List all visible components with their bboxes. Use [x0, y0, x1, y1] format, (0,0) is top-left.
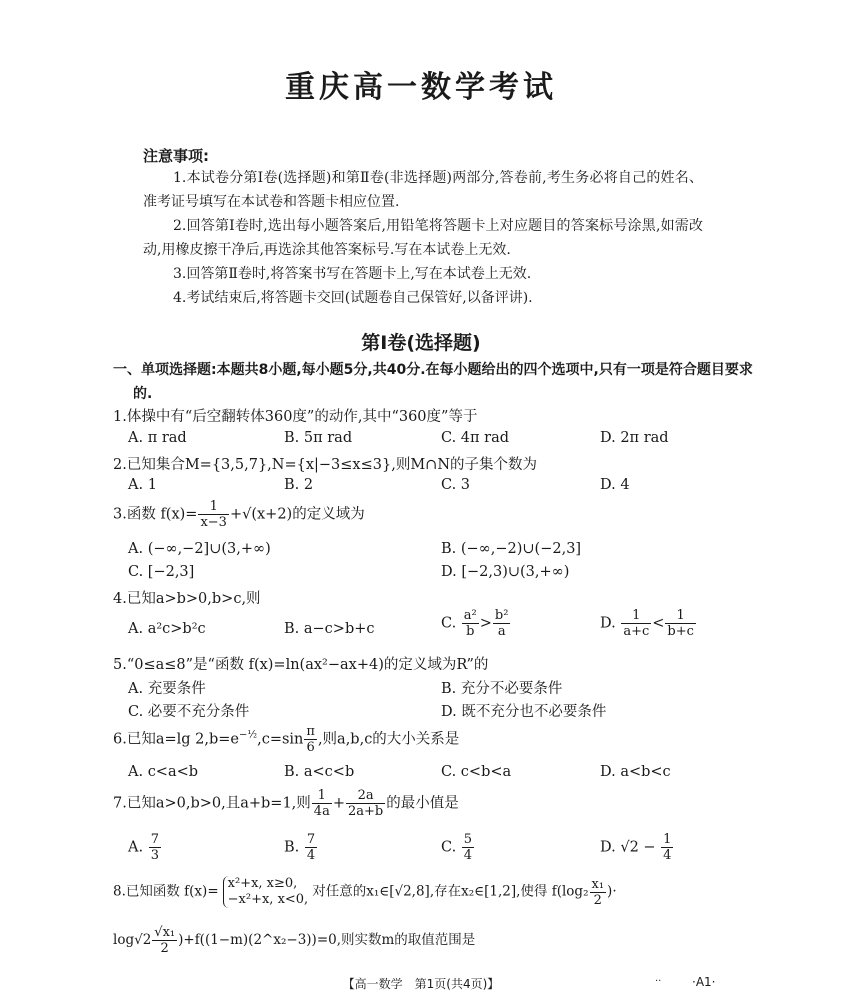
q8-stem-text: )· [607, 883, 617, 900]
fraction-numerator: a² [463, 608, 477, 623]
fraction-numerator: 1 [632, 608, 641, 623]
q6-stem-text: ,c=sin [257, 731, 304, 748]
q8-stem-text: log√2 [113, 932, 152, 948]
q4c-fraction-left [462, 608, 479, 639]
fraction-numerator: x₁ [591, 876, 605, 892]
question-8-line-2 [113, 925, 475, 956]
q4-option-d [600, 608, 697, 639]
question-6-stem [113, 724, 459, 755]
piecewise-case: x²+x, x≥0, [227, 876, 298, 891]
q2-option-b: B. 2 [284, 477, 314, 493]
q7-fraction-1 [312, 788, 332, 819]
q1-option-a: A. π rad [128, 430, 187, 446]
q2-option-d: D. 4 [600, 477, 630, 493]
option-label: C. [441, 615, 457, 632]
fraction-numerator: 2a [357, 788, 374, 803]
exam-title: 重庆高一数学考试 [285, 70, 557, 105]
q1-option-d: D. 2π rad [600, 430, 669, 446]
q7-stem-text: 7.已知a>0,b>0,且a+b=1,则 [113, 795, 311, 812]
note-item: 2.回答第Ⅰ卷时,选出每小题答案后,用铅笔将答题卡上对应题目的答案标号涂黑,如需改动,用橡皮擦干净后,再选涂其他答案标号.写在本试卷上无效. [143, 218, 703, 258]
q5-option-d: D. 既不充分也不必要条件 [441, 704, 607, 720]
q6-fraction [304, 724, 317, 755]
question-7-stem [113, 788, 459, 819]
fraction-numerator: 7 [150, 832, 159, 847]
q3-option-d: D. [−2,3)∪(3,+∞) [441, 564, 570, 580]
q4d-fraction-left [621, 608, 651, 639]
fraction-numerator: 1 [676, 608, 685, 623]
page-footer: 【高一数学 第1页(共4页)】 [342, 977, 500, 991]
question-2-stem: 2.已知集合M={3,5,7},N={x|−3≤x≤3},则M∩N的子集个数为 [113, 457, 538, 473]
notes-heading: 注意事项: [143, 147, 209, 165]
q8-fraction [590, 877, 607, 908]
q6-stem-text: 6.已知a=lg 2,b=e [113, 731, 240, 748]
q7-stem-text: 的最小值是 [386, 795, 459, 812]
operator: + [332, 795, 345, 812]
fraction-denominator: 2 [152, 940, 177, 956]
q8-stem-text: )+f((1−m)(2^x₂−3))=0,则实数m的取值范围是 [178, 932, 476, 948]
fraction-denominator: a+c [623, 624, 650, 639]
part-instructions: 一、单项选择题:本题共8小题,每小题5分,共40分.在每小题给出的四个选项中,只有一项是符合题目要求的. [113, 362, 753, 402]
q8-stem-text: 8.已知函数 f(x)= [113, 883, 219, 900]
fraction-denominator: 4 [306, 848, 316, 863]
operator: < [652, 615, 665, 632]
q3-fraction [198, 499, 229, 530]
option-label: B. [284, 839, 300, 856]
option-label: C. [441, 839, 457, 856]
note-item: 1.本试卷分第Ⅰ卷(选择题)和第Ⅱ卷(非选择题)两部分,答卷前,考生务必将自己的姓名、准考证号填写在本试卷和答题卡相应位置. [143, 170, 703, 210]
question-8-stem [113, 876, 617, 908]
q7a-fraction [149, 832, 161, 863]
q6-stem-text: ,则a,b,c的大小关系是 [317, 731, 460, 748]
option-label: D. √2 − [600, 839, 656, 856]
q4d-fraction-right [665, 608, 696, 639]
fraction-denominator: 3 [150, 848, 159, 863]
q7-option-b [284, 832, 318, 863]
question-4-stem: 4.已知a>b>0,b>c,则 [113, 591, 261, 607]
q7-fraction-2 [346, 788, 385, 819]
q4-option-b: B. a−c>b+c [284, 621, 375, 637]
fraction-numerator: 5 [463, 832, 473, 847]
q2-option-c: C. 3 [441, 477, 471, 493]
section-title: 第Ⅰ卷(选择题) [361, 332, 481, 354]
fraction-denominator: 2a+b [347, 804, 384, 819]
note-item: 3.回答第Ⅱ卷时,将答案书写在答题卡上,写在本试卷上无效. [173, 266, 532, 282]
q7d-fraction [661, 832, 673, 863]
q6-option-c: C. c<b<a [441, 764, 512, 780]
question-1-stem: 1.体操中有“后空翻转体360度”的动作,其中“360度”等于 [113, 409, 478, 425]
fraction-denominator: a [493, 623, 511, 639]
q3-option-a: A. (−∞,−2]∪(3,+∞) [128, 541, 271, 557]
fraction-denominator: 4 [463, 848, 473, 863]
page-code: ·A1· [692, 975, 716, 989]
q4c-fraction-right [493, 608, 511, 639]
exponent: −½ [239, 729, 258, 741]
option-label: A. [128, 839, 144, 856]
fraction-numerator: √x₁ [154, 925, 176, 940]
q8-line2-fraction [152, 925, 177, 956]
q7c-fraction [462, 832, 474, 863]
q5-option-a: A. 充要条件 [128, 681, 206, 697]
q6-option-a: A. c<a<b [128, 764, 199, 780]
q4-option-a: A. a²c>b²c [128, 621, 206, 637]
fraction-denominator: 6 [304, 739, 317, 755]
note-item: 4.考试结束后,将答题卡交回(试题卷自己保管好,以备评讲). [173, 290, 533, 306]
q7-option-a [128, 832, 162, 863]
fraction-denominator: b [462, 623, 479, 639]
q3-option-b: B. (−∞,−2)∪(−2,3] [441, 541, 582, 557]
question-5-stem: 5.“0≤a≤8”是“函数 f(x)=ln(ax²−ax+4)的定义域为R”的 [113, 657, 489, 673]
q7-option-d [600, 832, 674, 863]
q6-option-d: D. a<b<c [600, 764, 671, 780]
fraction-numerator: 1 [317, 788, 326, 803]
fraction-denominator: 2 [590, 892, 607, 908]
fraction-denominator: 4a [313, 804, 330, 819]
fraction-denominator: x−3 [200, 515, 227, 530]
q3-stem-text: 3.函数 f(x)= [113, 506, 198, 523]
piecewise-case: −x²+x, x<0, [227, 892, 309, 907]
fraction-numerator: 1 [209, 499, 218, 514]
fraction-numerator: 1 [663, 832, 672, 847]
q4-option-c [441, 608, 511, 639]
fraction-numerator: π [306, 724, 315, 739]
q7-option-c [441, 832, 475, 863]
question-3-stem [113, 499, 365, 530]
q2-option-a: A. 1 [128, 477, 157, 493]
q8-stem-text: 对任意的x₁∈[√2,8],存在x₂∈[1,2],使得 f(log₂ [312, 883, 589, 900]
fraction-numerator: b² [494, 608, 509, 623]
fraction-numerator: 7 [306, 832, 316, 847]
q3-stem-text: +√(x+2)的定义域为 [229, 506, 365, 523]
q3-option-c: C. [−2,3] [128, 564, 195, 580]
option-label: D. [600, 615, 616, 632]
q6-option-b: B. a<c<b [284, 764, 355, 780]
piecewise-brace [223, 876, 309, 908]
footer-dots: .. [655, 973, 662, 984]
q1-option-b: B. 5π rad [284, 430, 353, 446]
q5-option-c: C. 必要不充分条件 [128, 704, 250, 720]
q7b-fraction [305, 832, 317, 863]
operator: > [479, 615, 492, 632]
q1-option-c: C. 4π rad [441, 430, 510, 446]
q5-option-b: B. 充分不必要条件 [441, 681, 563, 697]
fraction-denominator: b+c [667, 624, 694, 639]
fraction-denominator: 4 [663, 848, 672, 863]
